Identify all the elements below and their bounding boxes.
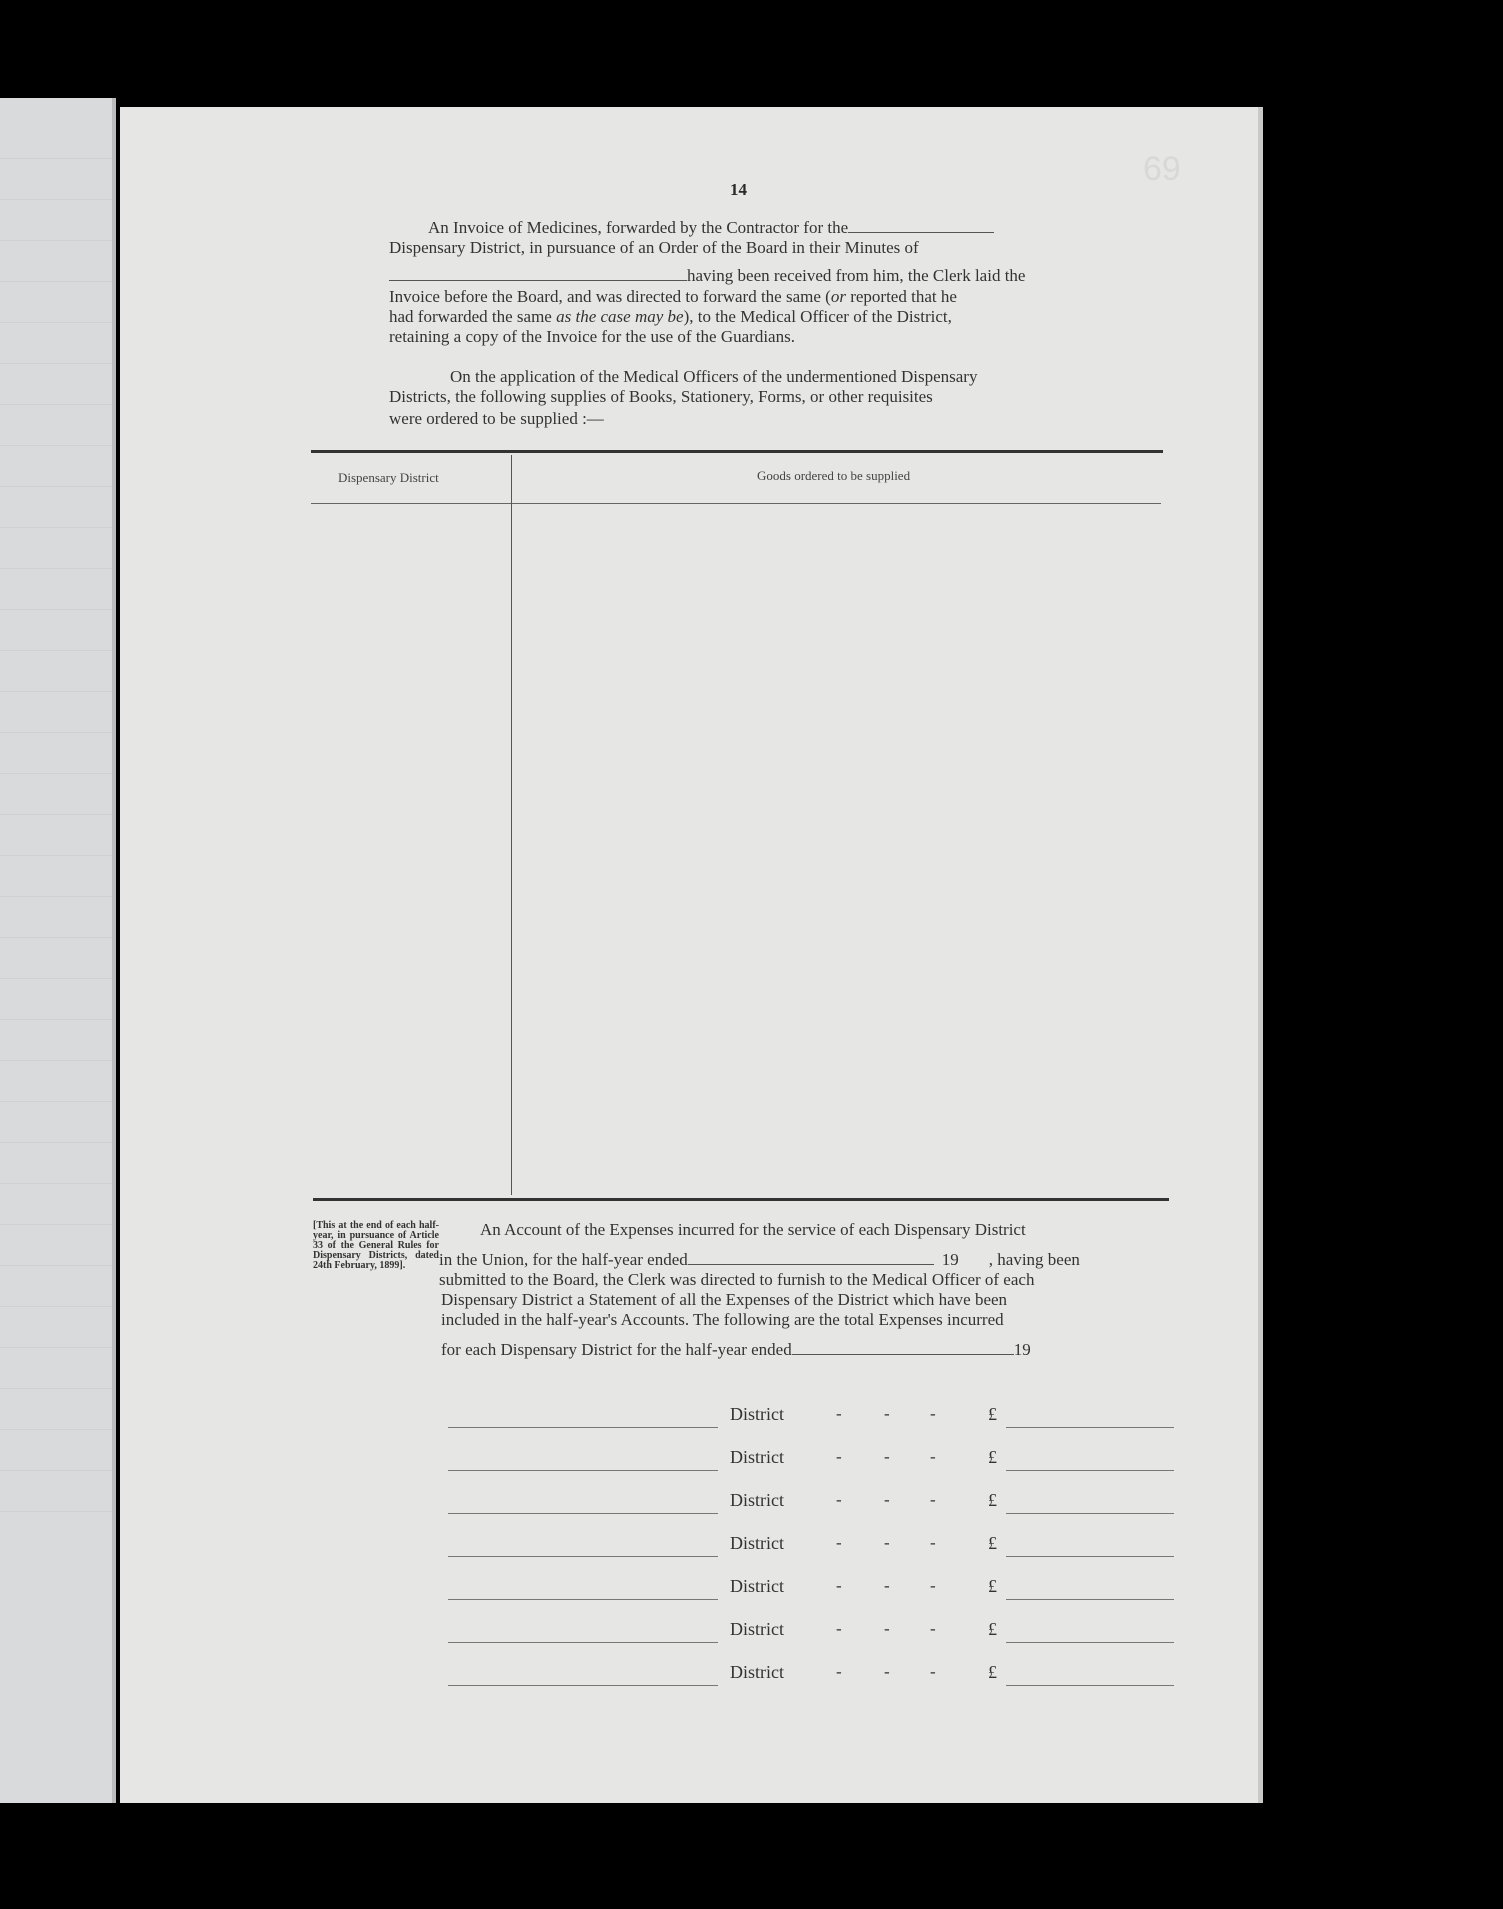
amount-blank: [1006, 1556, 1174, 1557]
table-header-goods: Goods ordered to be supplied: [757, 468, 911, 483]
district-label: District: [730, 1662, 784, 1682]
leader-dash: -: [836, 1447, 842, 1466]
district-name-blank: [448, 1556, 718, 1557]
district-name-blank: [448, 1599, 718, 1600]
pound-sign: £: [988, 1619, 997, 1639]
facing-page-rules: [0, 118, 112, 1518]
table-header-rule: [311, 503, 1161, 504]
district-name-blank: [448, 1513, 718, 1514]
half-year-blank-1: [688, 1252, 934, 1265]
table-bottom-rule: [313, 1198, 1169, 1201]
pound-sign: £: [988, 1447, 997, 1467]
district-row: [440, 1404, 1175, 1434]
para1-text-4a: Invoice before the Board, and was directed to forward the same (: [389, 287, 831, 306]
amount-blank: [1006, 1470, 1174, 1471]
district-row: [440, 1619, 1175, 1649]
leader-dash: -: [884, 1490, 890, 1509]
minutes-date-blank: [389, 268, 687, 281]
page-number: 14: [730, 180, 747, 199]
leader-dash: -: [884, 1533, 890, 1552]
leader-dash: -: [884, 1447, 890, 1466]
leader-dash: -: [836, 1619, 842, 1638]
para1-text-5a: had forwarded the same: [389, 307, 557, 326]
district-row: [440, 1490, 1175, 1520]
leader-dash: -: [930, 1490, 936, 1509]
amount-blank: [1006, 1427, 1174, 1428]
para3-text-6b: 19: [1013, 1340, 1031, 1359]
pound-sign: £: [988, 1404, 997, 1424]
para2-line3: were ordered to be supplied :—: [389, 409, 604, 428]
leader-dash: -: [836, 1662, 842, 1681]
table-column-divider: [511, 455, 512, 1195]
page-edge: [1258, 107, 1263, 1803]
para3-line5: included in the half-year's Accounts. The following are the total Expenses incurred: [441, 1310, 1004, 1329]
leader-dash: -: [836, 1576, 842, 1595]
district-name-blank: [448, 1470, 718, 1471]
para1-text-4b: or: [830, 287, 846, 306]
para1-text-5c: ), to the Medical Officer of the District,: [683, 307, 952, 326]
district-label: District: [730, 1404, 784, 1424]
leader-dash: -: [884, 1576, 890, 1595]
leader-dash: -: [836, 1490, 842, 1509]
para3-text-6a: for each Dispensary District for the half-year ended: [441, 1340, 792, 1359]
district-name-blank: [448, 1427, 718, 1428]
district-label: District: [730, 1619, 784, 1639]
contractor-blank: [848, 220, 994, 233]
para1-line5: [389, 307, 952, 327]
district-row: [440, 1662, 1175, 1692]
amount-blank: [1006, 1513, 1174, 1514]
leader-dash: -: [930, 1447, 936, 1466]
leader-dash: -: [930, 1662, 936, 1681]
half-year-blank-2: [792, 1342, 1014, 1355]
leader-dash: -: [836, 1404, 842, 1423]
para3-line1: An Account of the Expenses incurred for the service of each Dispensary District: [480, 1220, 1026, 1239]
para3-text-2b: 19: [941, 1250, 959, 1269]
para1-line1: [428, 218, 994, 238]
para2-line2: Districts, the following supplies of Books, Stationery, Forms, or other requisites: [389, 387, 933, 406]
leader-dash: -: [884, 1662, 890, 1681]
district-name-blank: [448, 1642, 718, 1643]
district-label: District: [730, 1490, 784, 1510]
para1-line2: Dispensary District, in pursuance of an Order of the Board in their Minutes of: [389, 238, 919, 257]
amount-blank: [1006, 1642, 1174, 1643]
leader-dash: -: [930, 1619, 936, 1638]
leader-dash: -: [884, 1404, 890, 1423]
para1-line6: retaining a copy of the Invoice for the use of the Guardians.: [389, 327, 795, 346]
para1-line3: [389, 266, 1025, 286]
facing-page: [0, 98, 116, 1803]
para3-text-2c: , having been: [988, 1250, 1080, 1269]
pound-sign: £: [988, 1662, 997, 1682]
pound-sign: £: [988, 1533, 997, 1553]
para3-line4: Dispensary District a Statement of all the Expenses of the District which have been: [441, 1290, 1008, 1309]
margin-pencil-mark: 69: [1143, 150, 1181, 188]
leader-dash: -: [836, 1533, 842, 1552]
pound-sign: £: [988, 1490, 997, 1510]
table-header-district: Dispensary District: [338, 470, 439, 485]
district-label: District: [730, 1576, 784, 1596]
para1-text-5b: as the case may be: [556, 307, 684, 326]
district-row: [440, 1533, 1175, 1563]
amount-blank: [1006, 1599, 1174, 1600]
para1-text-1: An Invoice of Medicines, forwarded by the Contractor for the: [428, 218, 849, 237]
amount-blank: [1006, 1685, 1174, 1686]
para3-line6: [441, 1340, 1031, 1360]
para3-text-2a: in the Union, for the half-year ended: [439, 1250, 688, 1269]
leader-dash: -: [884, 1619, 890, 1638]
district-label: District: [730, 1447, 784, 1467]
district-row: [440, 1576, 1175, 1606]
para1-line4: [389, 287, 957, 307]
district-name-blank: [448, 1685, 718, 1686]
leader-dash: -: [930, 1404, 936, 1423]
para3-line2: [439, 1250, 1080, 1270]
leader-dash: -: [930, 1533, 936, 1552]
leader-dash: -: [930, 1576, 936, 1595]
district-row: [440, 1447, 1175, 1477]
table-top-rule: [311, 450, 1163, 453]
side-note: [This at the end of each half-year, in pursuance of Article 33 of the General Rules for Dispensary Districts, dated 24th February, 1899].: [313, 1220, 439, 1271]
para3-line3: submitted to the Board, the Clerk was directed to furnish to the Medical Officer of each: [439, 1270, 1035, 1289]
pound-sign: £: [988, 1576, 997, 1596]
para1-text-4c: reported that he: [845, 287, 957, 306]
district-label: District: [730, 1533, 784, 1553]
para2-line1: On the application of the Medical Officers of the undermentioned Dispensary: [450, 367, 978, 386]
para1-text-3: having been received from him, the Clerk laid the: [687, 266, 1026, 285]
